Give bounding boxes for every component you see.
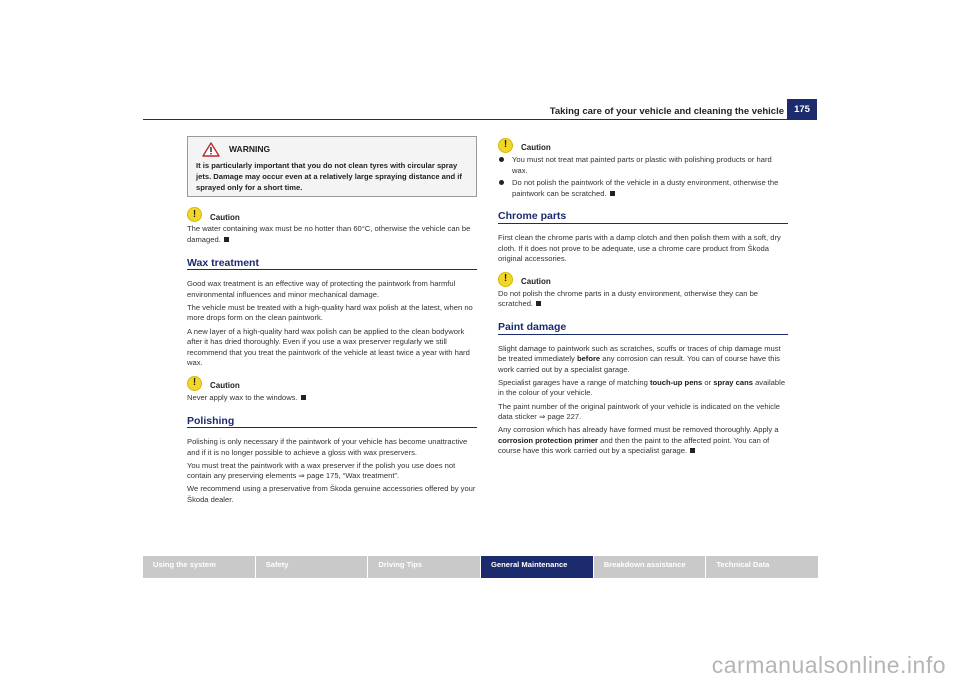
paragraph: The vehicle must be treated with a high-quality hard wax polish at the latest, when no more drops form on the clean paintwork. (187, 302, 473, 323)
caution-text (187, 224, 477, 245)
text-run: available in the colour of your vehicle. (498, 377, 786, 398)
emphasis: touch-up pens (649, 377, 703, 387)
caution-title: Caution (521, 277, 551, 287)
end-square-icon (224, 237, 229, 242)
warning-text: It is particularly important that you do not clean tyres with circular spray jets. Damage may occur even at a relatively large spraying distance and if sprayed only for a short time. (196, 161, 462, 192)
text-run: and then the paint to the affected point. You can of course have this work carried out by a specialist garage. (498, 435, 770, 456)
caution-header (498, 272, 788, 288)
paragraph: You must treat the paintwork with a wax preserver if the polish you use does not contain any preserving elements ⇒ page 175, “Wax treatment”. (187, 460, 456, 481)
warning-triangle-icon (202, 142, 220, 157)
paragraph: A new layer of a high-quality hard wax polish can be applied to the clean bodywork after it has dried thoroughly. Even if you use a wax preserver regularly we still recommend that you treat the paintwork of the vehicle at least twice a year with hard wax. (187, 326, 470, 368)
end-square-icon (610, 191, 615, 196)
right-column (498, 138, 788, 459)
paragraph (498, 425, 788, 457)
section-heading-polishing: Polishing (187, 416, 477, 429)
end-square-icon (690, 448, 695, 453)
paragraph: Good wax treatment is an effective way of protecting the paintwork from harmful environmental influences and minor mechanical damage. (187, 279, 456, 299)
page-header-title: Taking care of your vehicle and cleaning the vehicle (549, 106, 784, 117)
header-divider (143, 119, 787, 120)
warning-box (187, 136, 477, 197)
caution-header (187, 376, 477, 392)
caution-title: Caution (210, 212, 240, 222)
caution-title: Caution (521, 143, 551, 153)
caution-exclamation-icon: ! (498, 138, 513, 153)
text-run: any corrosion can result. You can of course have this work carried out by a specialist garage. (498, 354, 780, 374)
text-run: or (702, 377, 714, 387)
left-column (187, 136, 477, 508)
caution-text-content: Do not polish the chrome parts in a dusty environment, otherwise they can be scratched. (498, 288, 759, 309)
emphasis: spray cans (713, 377, 753, 387)
text-run: Slight damage to paintwork such as scratches, scuffs or traces of chip damage must be treated immediately (498, 343, 781, 364)
tab-technical-data[interactable]: Technical Data (706, 556, 818, 578)
tab-breakdown-assistance[interactable]: Breakdown assistance (594, 556, 706, 578)
emphasis: corrosion protection primer (498, 435, 598, 445)
caution-text-content: Never apply wax to the windows. (187, 392, 298, 402)
end-square-icon (301, 395, 306, 400)
text-run: Any corrosion which has already have formed must be removed thoroughly. Apply a (498, 425, 779, 435)
tab-safety[interactable]: Safety (256, 556, 368, 578)
bullet-text: Do not polish the paintwork of the vehicle in a dusty environment, otherwise the paintwork can be scratched. (512, 178, 779, 198)
caution-text (498, 289, 788, 310)
paragraph: We recommend using a preservative from Škoda genuine accessories offered by your Škoda dealer. (187, 484, 476, 505)
warning-title: WARNING (229, 143, 271, 154)
paragraph (498, 378, 788, 399)
caution-header (187, 207, 477, 223)
bullet-item (498, 178, 788, 199)
page-number: 175 (787, 99, 817, 120)
emphasis: before (576, 354, 601, 364)
caution-text-content: The water containing wax must be no hotter than 60°C, otherwise the vehicle can be damaged. (187, 224, 471, 244)
caution-exclamation-icon: ! (187, 376, 202, 391)
tab-using-the-system[interactable]: Using the system (143, 556, 255, 578)
caution-exclamation-icon: ! (498, 272, 513, 287)
section-heading-wax: Wax treatment (187, 258, 477, 271)
watermark-text: carmanualsonline.info (711, 652, 946, 678)
end-square-icon (536, 301, 541, 306)
footer-nav (143, 556, 818, 578)
caution-header (498, 138, 788, 154)
caution-title: Caution (210, 381, 240, 391)
paragraph (498, 344, 788, 376)
paragraph: Polishing is only necessary if the paintwork of your vehicle has become unattractive and if it is no longer possible to achieve a gloss with wax preservers. (187, 437, 468, 457)
bullet-item: You must not treat mat painted parts or plastic with polishing products or hard wax. (498, 155, 788, 176)
text-run: Specialist garages have a range of matching (498, 377, 650, 387)
warning-header (196, 141, 468, 157)
section-heading-chrome: Chrome parts (498, 211, 788, 224)
tab-general-maintenance[interactable]: General Maintenance (481, 556, 593, 578)
paragraph: The paint number of the original paintwork of your vehicle is indicated on the vehicle data sticker ⇒ page 227. (498, 401, 780, 422)
caution-exclamation-icon: ! (187, 207, 202, 222)
tab-driving-tips[interactable]: Driving Tips (368, 556, 480, 578)
caution-text (187, 393, 477, 404)
paragraph: First clean the chrome parts with a damp clotch and then polish them with a soft, dry cloth. If it does not prove to be adequate, use a chrome care product from Škoda original accessories. (498, 232, 781, 264)
section-heading-paint: Paint damage (498, 322, 788, 335)
